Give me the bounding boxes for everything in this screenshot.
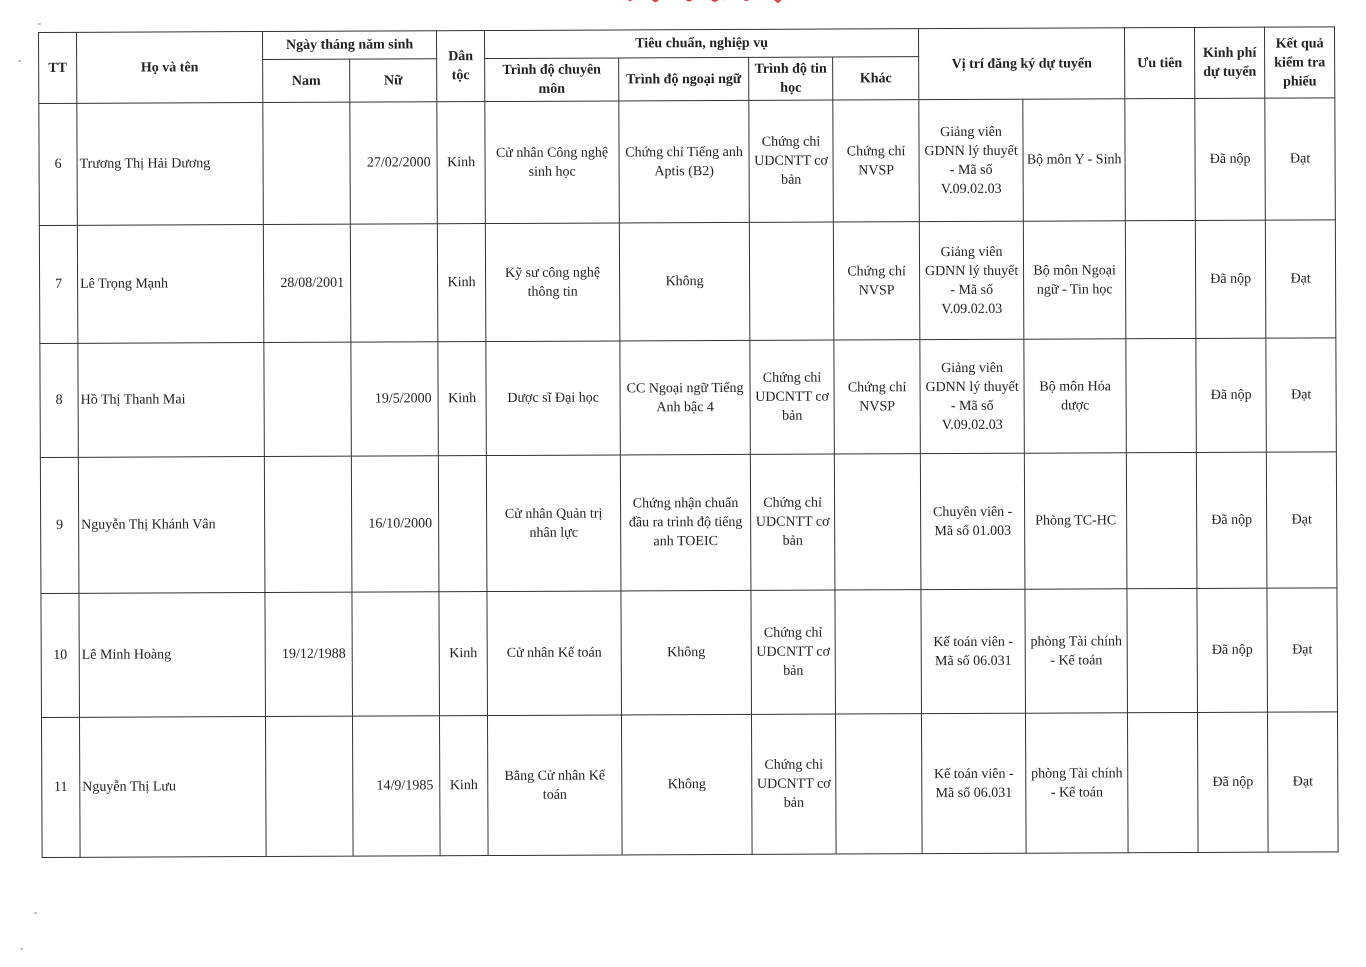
cell-khac — [835, 590, 922, 714]
cell-tin-hoc: Chứng chỉ UDCNTT cơ bản — [751, 714, 836, 854]
cell-don-vi: phòng Tài chính - Kế toán — [1025, 589, 1128, 713]
header-tieu-chuan: Tiêu chuẩn, nghiệp vụ — [485, 29, 919, 59]
table-row — [39, 220, 1336, 344]
cell-ngoai-ngu: Chứng chỉ Tiếng anh Aptis (B2) — [619, 100, 750, 223]
cell-vi-tri: Giảng viên GDNN lý thuyết - Mã số V.09.02.03 — [919, 99, 1024, 221]
cell-tin-hoc: Chứng chỉ UDCNTT cơ bản — [751, 590, 836, 714]
cell-tt: 6 — [39, 103, 78, 225]
cell-khac: Chứng chỉ NVSP — [834, 340, 921, 454]
scan-speck — [18, 60, 21, 62]
cell-don-vi: Bộ môn Y - Sinh — [1023, 99, 1126, 221]
cell-khac — [834, 454, 921, 590]
cell-kinh-phi: Đã nộp — [1196, 338, 1266, 452]
cell-dan-toc: Kinh — [438, 342, 486, 456]
cell-ket-qua: Đạt — [1266, 452, 1337, 588]
cell-tin-hoc — [749, 222, 834, 340]
cell-tt: 11 — [41, 717, 80, 857]
cell-nam: 19/12/1988 — [265, 592, 353, 716]
cell-dan-toc: Kinh — [437, 102, 486, 224]
cell-don-vi: Bộ môn Hóa dược — [1024, 339, 1127, 453]
cell-name: Hồ Thị Thanh Mai — [78, 343, 264, 458]
cell-nam — [264, 456, 352, 592]
cell-nu — [350, 224, 438, 342]
cell-nu: 14/9/1985 — [352, 716, 440, 856]
cell-kinh-phi: Đã nộp — [1195, 220, 1266, 338]
cell-chuyen-mon: Kỹ sư công nghệ thông tin — [485, 223, 620, 342]
cell-ngoai-ngu: Chứng nhận chuẩn đầu ra trình độ tiếng anh TOEIC — [620, 454, 751, 591]
cell-kinh-phi: Đã nộp — [1197, 588, 1268, 712]
cell-dan-toc: Kinh — [439, 592, 488, 716]
cell-ket-qua: Đạt — [1265, 98, 1336, 220]
header-ket-qua: Kết quả kiểm tra phiếu — [1265, 27, 1335, 98]
header-tt: TT — [39, 32, 77, 103]
cell-kinh-phi: Đã nộp — [1196, 452, 1267, 588]
cell-vi-tri: Chuyên viên - Mã số 01.003 — [920, 453, 1025, 589]
cell-ket-qua: Đạt — [1267, 588, 1338, 712]
header-kinh-phi: Kinh phí dự tuyển — [1195, 27, 1265, 98]
cell-vi-tri: Giảng viên GDNN lý thuyết - Mã số V.09.02.03 — [920, 339, 1024, 453]
table-row — [39, 98, 1336, 226]
cell-nam — [265, 716, 353, 856]
cell-nam: 28/08/2001 — [263, 224, 351, 342]
cell-nam — [263, 102, 351, 224]
candidate-table — [38, 26, 1339, 858]
cell-chuyen-mon: Dược sĩ Đại học — [486, 341, 620, 456]
cell-ket-qua: Đạt — [1265, 220, 1336, 338]
header-ngoai-ngu: Trình độ ngoại ngữ — [619, 57, 749, 101]
cell-tin-hoc: Chứng chỉ UDCNTT cơ bản — [750, 454, 835, 590]
cell-nu — [352, 592, 440, 716]
header-nu: Nữ — [350, 59, 437, 102]
cell-tin-hoc: Chứng chỉ UDCNTT cơ bản — [749, 100, 834, 222]
cell-tt: 10 — [41, 593, 80, 717]
cell-don-vi: Bộ môn Ngoại ngữ - Tin học — [1023, 221, 1126, 339]
scan-speck — [34, 912, 37, 914]
header-uu-tien: Ưu tiên — [1125, 27, 1195, 98]
cell-nu: 19/5/2000 — [351, 342, 439, 456]
stamp-fragment — [612, 0, 802, 6]
cell-kinh-phi: Đã nộp — [1195, 98, 1266, 220]
cell-uu-tien — [1126, 452, 1197, 588]
header-ho-ten: Họ và tên — [77, 32, 263, 104]
header-chuyen-mon: Trình độ chuyên môn — [485, 58, 619, 102]
cell-tt: 7 — [39, 225, 78, 343]
cell-uu-tien — [1128, 712, 1199, 852]
cell-nu: 27/02/2000 — [350, 102, 438, 224]
cell-uu-tien — [1125, 98, 1196, 220]
cell-name: Lê Trọng Mạnh — [77, 225, 264, 344]
cell-ket-qua: Đạt — [1268, 712, 1339, 852]
header-nam: Nam — [263, 59, 350, 102]
cell-dan-toc: Kinh — [440, 716, 489, 856]
cell-chuyen-mon: Bằng Cử nhân Kế toán — [488, 715, 623, 856]
cell-name: Lê Minh Hoàng — [79, 593, 266, 718]
table-row — [40, 452, 1337, 594]
cell-tt: 8 — [40, 343, 78, 457]
cell-khac: Chứng chỉ NVSP — [833, 100, 920, 222]
cell-tt: 9 — [40, 457, 79, 593]
cell-khac — [835, 714, 922, 854]
table-row — [41, 712, 1338, 858]
cell-vi-tri: Giảng viên GDNN lý thuyết - Mã số V.09.02.03 — [919, 221, 1024, 339]
cell-uu-tien — [1125, 220, 1196, 338]
header-vi-tri: Vị trí đăng ký dự tuyển — [919, 28, 1125, 100]
cell-chuyen-mon: Cử nhân Công nghệ sinh học — [485, 101, 620, 224]
cell-vi-tri: Kế toán viên - Mã số 06.031 — [922, 713, 1027, 853]
cell-don-vi: phòng Tài chính - Kế toán — [1026, 713, 1129, 853]
cell-name: Nguyễn Thị Lưu — [79, 717, 266, 858]
table-row — [41, 588, 1338, 718]
cell-uu-tien — [1126, 338, 1196, 452]
table-row — [40, 338, 1337, 458]
cell-chuyen-mon: Cử nhân Kế toán — [487, 591, 622, 716]
cell-don-vi: Phòng TC-HC — [1024, 453, 1127, 589]
cell-ket-qua: Đạt — [1266, 338, 1336, 452]
header-dan-toc: Dân tộc — [437, 31, 485, 102]
cell-vi-tri: Kế toán viên - Mã số 06.031 — [921, 589, 1026, 713]
header-tin-hoc: Trình độ tin học — [749, 57, 833, 100]
scan-speck — [38, 23, 41, 25]
cell-dan-toc — [438, 456, 487, 592]
cell-uu-tien — [1127, 588, 1198, 712]
cell-ngoai-ngu: Không — [622, 714, 753, 855]
cell-name: Nguyễn Thị Khánh Vân — [78, 457, 265, 594]
cell-khac: Chứng chỉ NVSP — [833, 222, 920, 340]
cell-ngoai-ngu: CC Ngoại ngữ Tiếng Anh bậc 4 — [620, 340, 750, 455]
cell-dan-toc: Kinh — [437, 224, 486, 342]
scan-speck — [20, 948, 23, 950]
cell-kinh-phi: Đã nộp — [1198, 712, 1269, 852]
cell-tin-hoc: Chứng chỉ UDCNTT cơ bản — [750, 340, 834, 454]
cell-nam — [264, 342, 351, 456]
cell-ngoai-ngu: Không — [619, 222, 750, 341]
header-ngay-sinh: Ngày tháng năm sinh — [263, 31, 437, 60]
cell-chuyen-mon: Cử nhân Quản trị nhân lực — [486, 455, 621, 592]
cell-nu: 16/10/2000 — [351, 456, 439, 592]
header-row-top — [39, 27, 1335, 61]
cell-name: Trương Thị Hải Dương — [77, 103, 264, 226]
header-khac: Khác — [833, 57, 919, 100]
cell-ngoai-ngu: Không — [621, 590, 752, 715]
